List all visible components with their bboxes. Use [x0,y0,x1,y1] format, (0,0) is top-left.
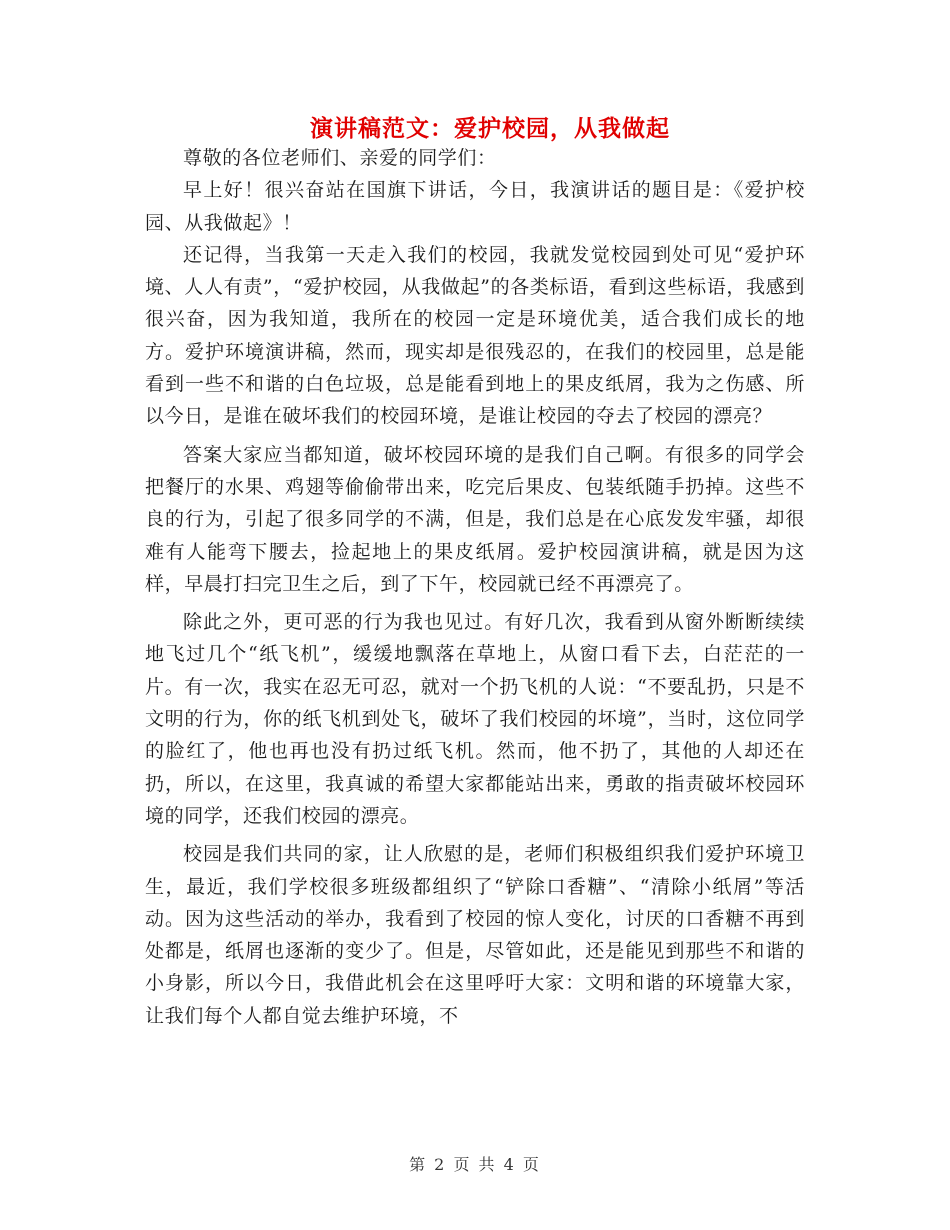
paragraph-answer: 答案大家应当都知道，破坏校园环境的是我们自己啊。有很多的同学会把餐厅的水果、鸡翅等偷偷带出来，吃完后果皮、包装纸随手扔掉。这些不良的行为，引起了很多同学的不满，但是，我们总是在心底发发牢骚，却很难有人能弯下腰去，捡起地上的果皮纸屑。爱护校园演讲稿，就是因为这样，早晨打扫完卫生之后，到了下午，校园就已经不再漂亮了。 [145,443,805,595]
paragraph-shared-home: 校园是我们共同的家，让人欣慰的是，老师们积极组织我们爱护环境卫生，最近，我们学校很多班级都组织了“铲除口香糖”、“清除小纸屑”等活动。因为这些活动的举办，我看到了校园的惊人变化，讨厌的口香糖不再到处都是，纸屑也逐渐的变少了。但是，尽管如此，还是能见到那些不和谐的小身影，所以今日，我借此机会在这里呼吁大家：文明和谐的环境靠大家，让我们每个人都自觉去维护环境，不 [145,843,805,1027]
paragraph-opening: 早上好！很兴奋站在国旗下讲话，今日，我演讲话的题目是：《爱护校园、从我做起》！ [145,179,805,234]
document-title: 演讲稿范文：爱护校园，从我做起 [310,115,670,142]
paragraph-memory: 还记得，当我第一天走入我们的校园，我就发觉校园到处可见“爱护环境、人人有责”，“爱护校园，从我做起”的各类标语，看到这些标语，我感到很兴奋，因为我知道，我所在的校园一定是环境优美，适合我们成长的地方。爱护环境演讲稿，然而，现实却是很残忍的，在我们的校园里，总是能看到一些不和谐的白色垃圾，总是能看到地上的果皮纸屑，我为之伤感、所以今日，是谁在破坏我们的校园环境，是谁让校园的夺去了校园的漂亮？ [145,243,805,428]
page-number-footer: 第 2 页 共 4 页 [409,1155,541,1174]
document-body [145,142,805,1032]
paragraph-paper-planes: 除此之外，更可恶的行为我也见过。有好几次，我看到从窗外断断续续地飞过几个“纸飞机”，缓缓地飘落在草地上，从窗口看下去，白茫茫的一片。有一次，我实在忍无可忍，就对一个扔飞机的人说：“不要乱扔，只是不文明的行为，你的纸飞机到处飞，破坏了我们校园的坏境”，当时，这位同学的脸红了，他也再也没有扔过纸飞机。然而，他不扔了，其他的人却还在扔，所以，在这里，我真诚的希望大家都能站出来，勇敢的指责破坏校园环境的同学，还我们校园的漂亮。 [145,611,805,827]
paragraph-greeting: 尊敬的各位老师们、亲爱的同学们： [183,147,497,169]
